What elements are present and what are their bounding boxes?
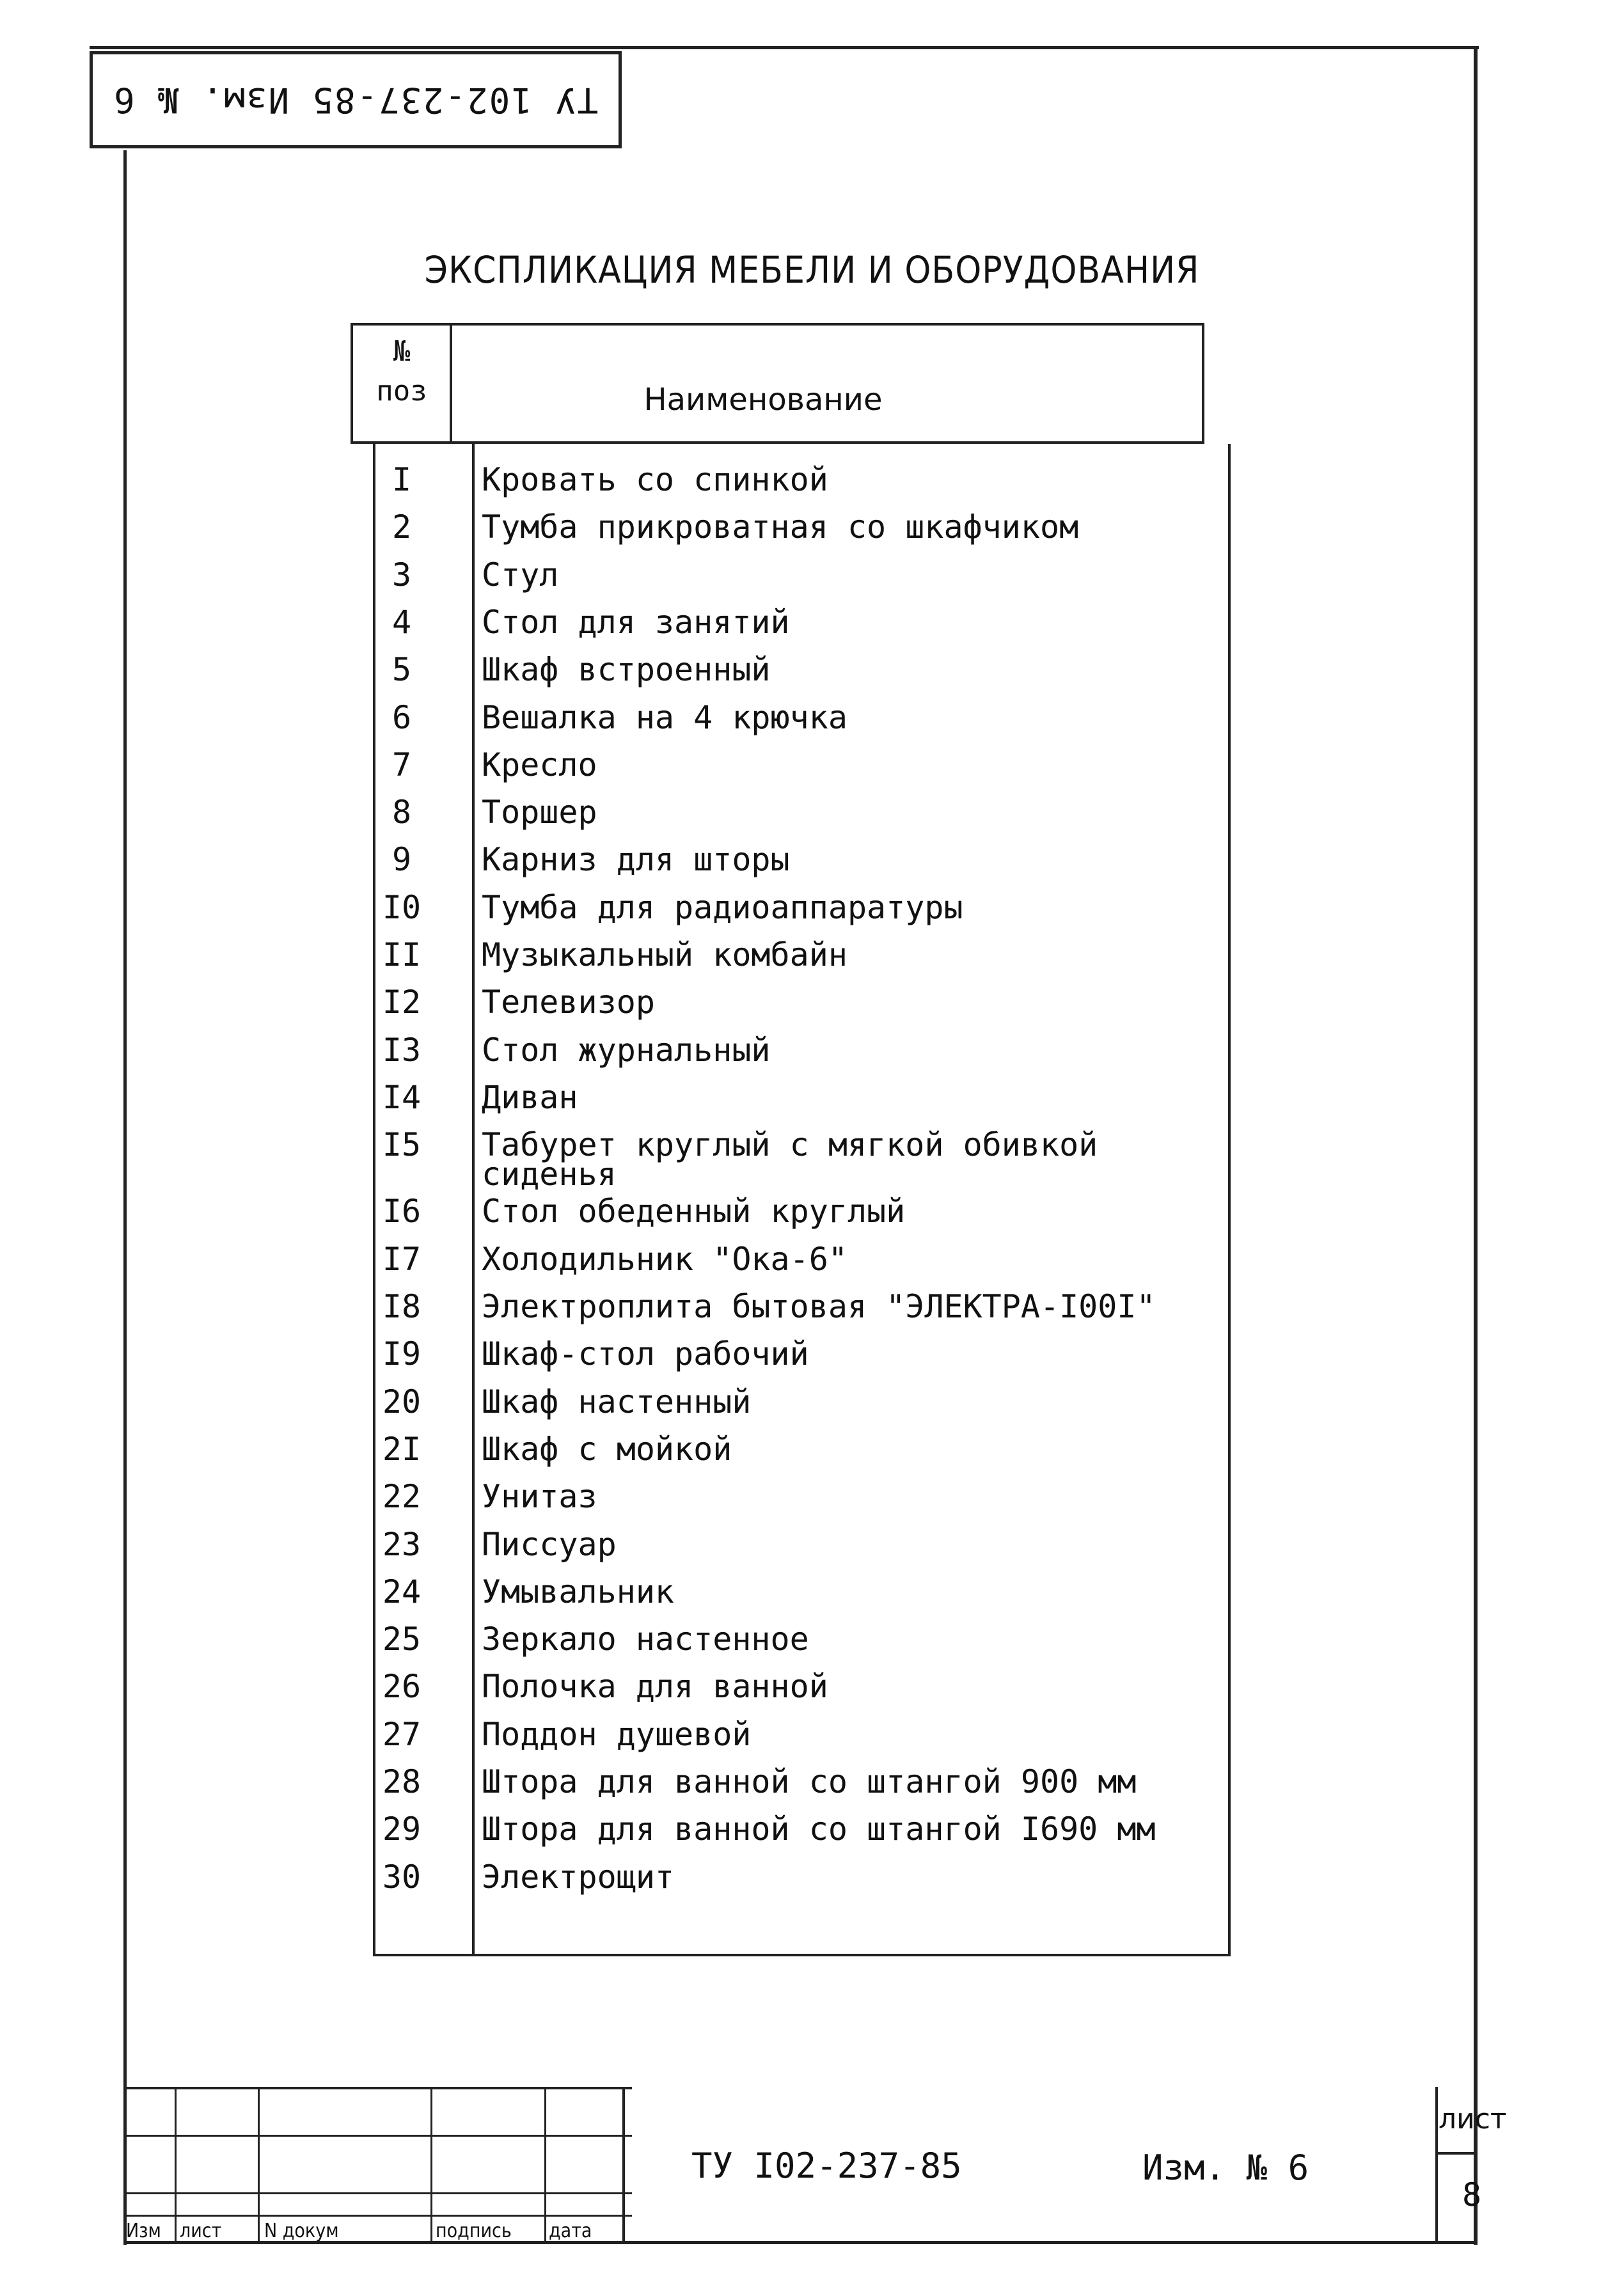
frame-top-border [90, 46, 1479, 49]
table-header-bottom-line [351, 441, 1204, 444]
row-position: 25 [382, 1621, 422, 1658]
row-name: Шкаф настенный [482, 1383, 752, 1420]
title-block-col-4 [544, 2087, 546, 2241]
title-block-row-line-3 [123, 2215, 632, 2217]
row-position: 23 [382, 1526, 422, 1563]
row-name: Холодильник "Ока-6" [482, 1241, 847, 1278]
row-position: 5 [391, 651, 412, 688]
row-name: Табурет круглый с мягкой обивкой [482, 1126, 1098, 1163]
row-position: I2 [382, 984, 422, 1021]
row-name: Шкаф встроенный [482, 651, 771, 688]
row-name: Штора для ванной со штангой I690 мм [482, 1811, 1156, 1848]
row-position: 27 [382, 1716, 422, 1753]
sheet-number: 8 [1462, 2176, 1482, 2213]
row-name: Диван [482, 1079, 578, 1116]
row-position: I [391, 461, 412, 498]
table-body-right-line [1228, 444, 1231, 1955]
row-position: 3 [391, 556, 412, 593]
sheet-label: лист [1439, 2103, 1507, 2135]
row-position: 8 [391, 794, 412, 831]
title-block [123, 2087, 1507, 2242]
row-position: 2 [391, 508, 412, 546]
column-header-position [351, 336, 453, 407]
header-pos-label: поз [376, 375, 427, 407]
title-block-col-2 [258, 2087, 260, 2241]
row-position: 28 [382, 1763, 422, 1800]
revision-number: Изм. № 6 [1142, 2148, 1309, 2188]
row-name: Полочка для ванной [482, 1668, 828, 1705]
title-block-top-line [123, 2087, 632, 2089]
title-block-col-1 [175, 2087, 177, 2241]
corner-stamp [90, 51, 622, 148]
row-name: Кровать со спинкой [482, 461, 828, 498]
row-position: I3 [382, 1032, 422, 1069]
row-name: Стул [482, 556, 559, 593]
label-podpis: подпись [436, 2220, 512, 2242]
sheet-cell-divider [1435, 2152, 1474, 2155]
document-title: ЭКСПЛИКАЦИЯ МЕБЕЛИ И ОБОРУДОВАНИЯ [424, 248, 1200, 292]
row-position: 6 [391, 699, 412, 736]
row-name: Тумба для радиоаппаратуры [482, 889, 963, 926]
row-position: 4 [391, 604, 412, 641]
row-position: 24 [382, 1573, 422, 1610]
document-code: ТУ I02-237-85 [691, 2146, 962, 2186]
row-name: Поддон душевой [482, 1716, 752, 1753]
row-name: Торшер [482, 794, 597, 831]
row-name: Унитаз [482, 1478, 597, 1515]
title-block-col-3 [430, 2087, 432, 2241]
row-name: Карниз для шторы [482, 841, 790, 878]
row-position: I4 [382, 1079, 422, 1116]
row-name: Зеркало настенное [482, 1621, 809, 1658]
label-data: дата [549, 2220, 592, 2242]
title-block-col-5 [622, 2087, 625, 2241]
row-name: Шкаф-стол рабочий [482, 1335, 809, 1372]
frame-left-border [123, 150, 127, 2245]
row-name: Электрощит [482, 1858, 675, 1896]
row-name: Электроплита бытовая "ЭЛЕКТРА-I00I" [482, 1288, 1156, 1325]
row-position: 29 [382, 1811, 422, 1848]
row-position: I8 [382, 1288, 422, 1325]
table-bottom-line [373, 1954, 1231, 1956]
table-body-col-divider [472, 444, 475, 1955]
row-position: II [382, 936, 422, 973]
row-name: Стол для занятий [482, 604, 790, 641]
row-name: Кресло [482, 746, 597, 783]
row-name: Штора для ванной со штангой 900 мм [482, 1763, 1137, 1800]
corner-stamp-text: ТУ 102-237-85 Изм. № 6 [113, 79, 599, 120]
row-name: Стол журнальный [482, 1032, 771, 1069]
row-position: 7 [391, 746, 412, 783]
row-name: Писсуар [482, 1526, 617, 1563]
label-n-dokum: N докум [264, 2220, 339, 2242]
row-position: 30 [382, 1858, 422, 1896]
row-position: 22 [382, 1478, 422, 1515]
row-position: I5 [382, 1126, 422, 1163]
row-position: 2I [382, 1431, 422, 1468]
row-position: 26 [382, 1668, 422, 1705]
row-name: Телевизор [482, 984, 655, 1021]
row-name-continuation: сиденья [482, 1156, 617, 1193]
row-position: I0 [382, 889, 422, 926]
row-position: 20 [382, 1383, 422, 1420]
column-header-name: Наименование [643, 382, 883, 418]
row-name: Вешалка на 4 крючка [482, 699, 847, 736]
table-top-line [351, 323, 1204, 326]
header-num-sign: № [393, 335, 411, 368]
row-name: Стол обеденный круглый [482, 1193, 906, 1230]
label-izm: Изм [126, 2220, 161, 2242]
explication-table [351, 323, 1240, 1960]
row-position: I6 [382, 1193, 422, 1230]
row-name: Музыкальный комбайн [482, 936, 847, 973]
row-position: 9 [391, 841, 412, 878]
row-name: Умывальник [482, 1573, 675, 1610]
title-block-row-line-2 [123, 2192, 632, 2194]
label-list: лист [180, 2220, 222, 2242]
row-name: Тумба прикроватная со шкафчиком [482, 508, 1079, 546]
row-position: I7 [382, 1241, 422, 1278]
title-block-row-line-1 [123, 2135, 632, 2137]
frame-right-border [1474, 46, 1478, 2245]
row-position: I9 [382, 1335, 422, 1372]
row-name: Шкаф с мойкой [482, 1431, 732, 1468]
sheet-cell-left-line [1435, 2087, 1438, 2241]
